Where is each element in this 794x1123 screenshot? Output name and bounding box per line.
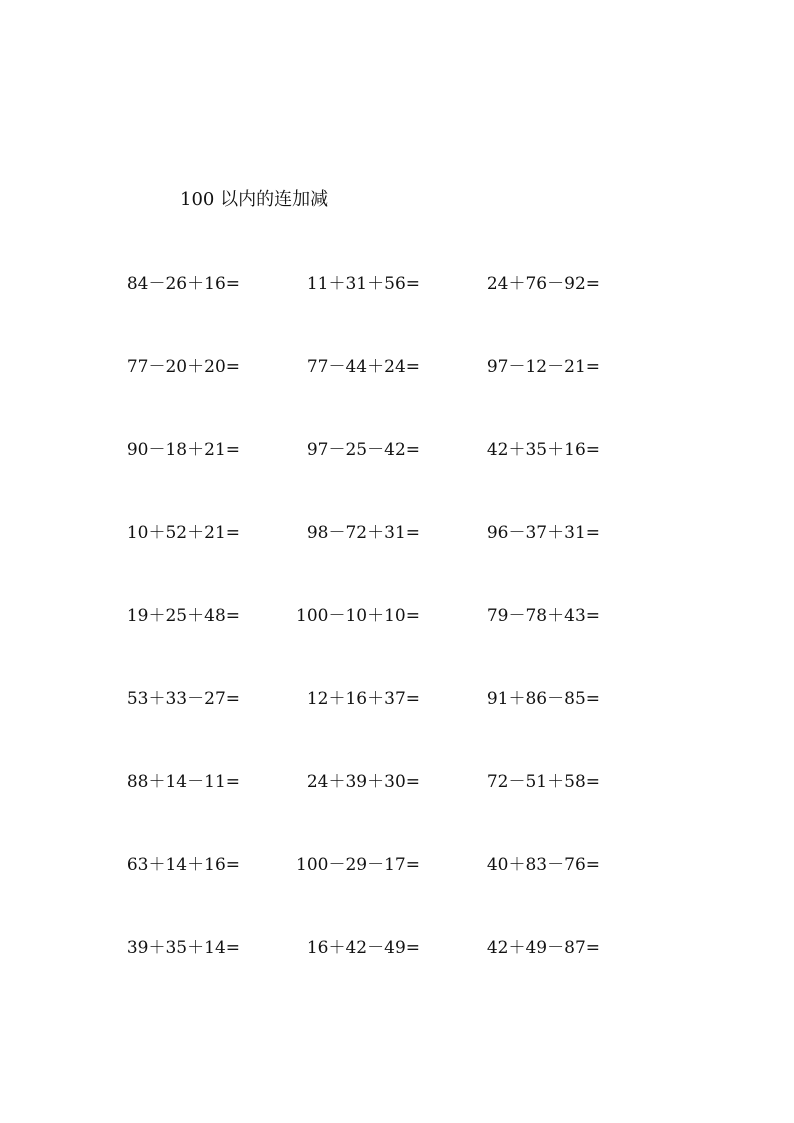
problem: 98－72＋31= [306,523,420,543]
problem: 19＋25＋48= [126,606,240,626]
problem-row [0,270,794,353]
problem: 16＋42－49= [306,938,420,958]
problem-row [0,685,794,768]
problem: 77－20＋20= [126,357,240,377]
problem: 96－37＋31= [486,523,600,543]
problem-row [0,934,794,1017]
worksheet-title: 100 以内的连加减 [180,189,329,210]
problem: 97－12－21= [486,357,600,377]
problem: 10＋52＋21= [126,523,240,543]
problem-row [0,851,794,934]
problem-row [0,768,794,851]
problem: 72－51＋58= [486,772,600,792]
problem: 84－26＋16= [126,274,240,294]
problem: 24＋76－92= [486,274,600,294]
problem: 42＋35＋16= [486,440,600,460]
problem-row [0,353,794,436]
problem-row [0,602,794,685]
problem-row [0,436,794,519]
problem-grid [0,270,794,1017]
problem-row [0,519,794,602]
problem: 24＋39＋30= [306,772,420,792]
problem: 79－78＋43= [486,606,600,626]
problem: 88＋14－11= [126,772,240,792]
problem: 63＋14＋16= [126,855,240,875]
problem: 77－44＋24= [306,357,420,377]
problem: 39＋35＋14= [126,938,240,958]
problem: 11＋31＋56= [306,274,420,294]
problem: 100－10＋10= [296,606,420,626]
problem: 42＋49－87= [486,938,600,958]
problem: 91＋86－85= [486,689,600,709]
problem: 100－29－17= [296,855,420,875]
problem: 12＋16＋37= [306,689,420,709]
problem: 53＋33－27= [126,689,240,709]
problem: 90－18＋21= [126,440,240,460]
problem: 97－25－42= [306,440,420,460]
problem: 40＋83－76= [486,855,600,875]
